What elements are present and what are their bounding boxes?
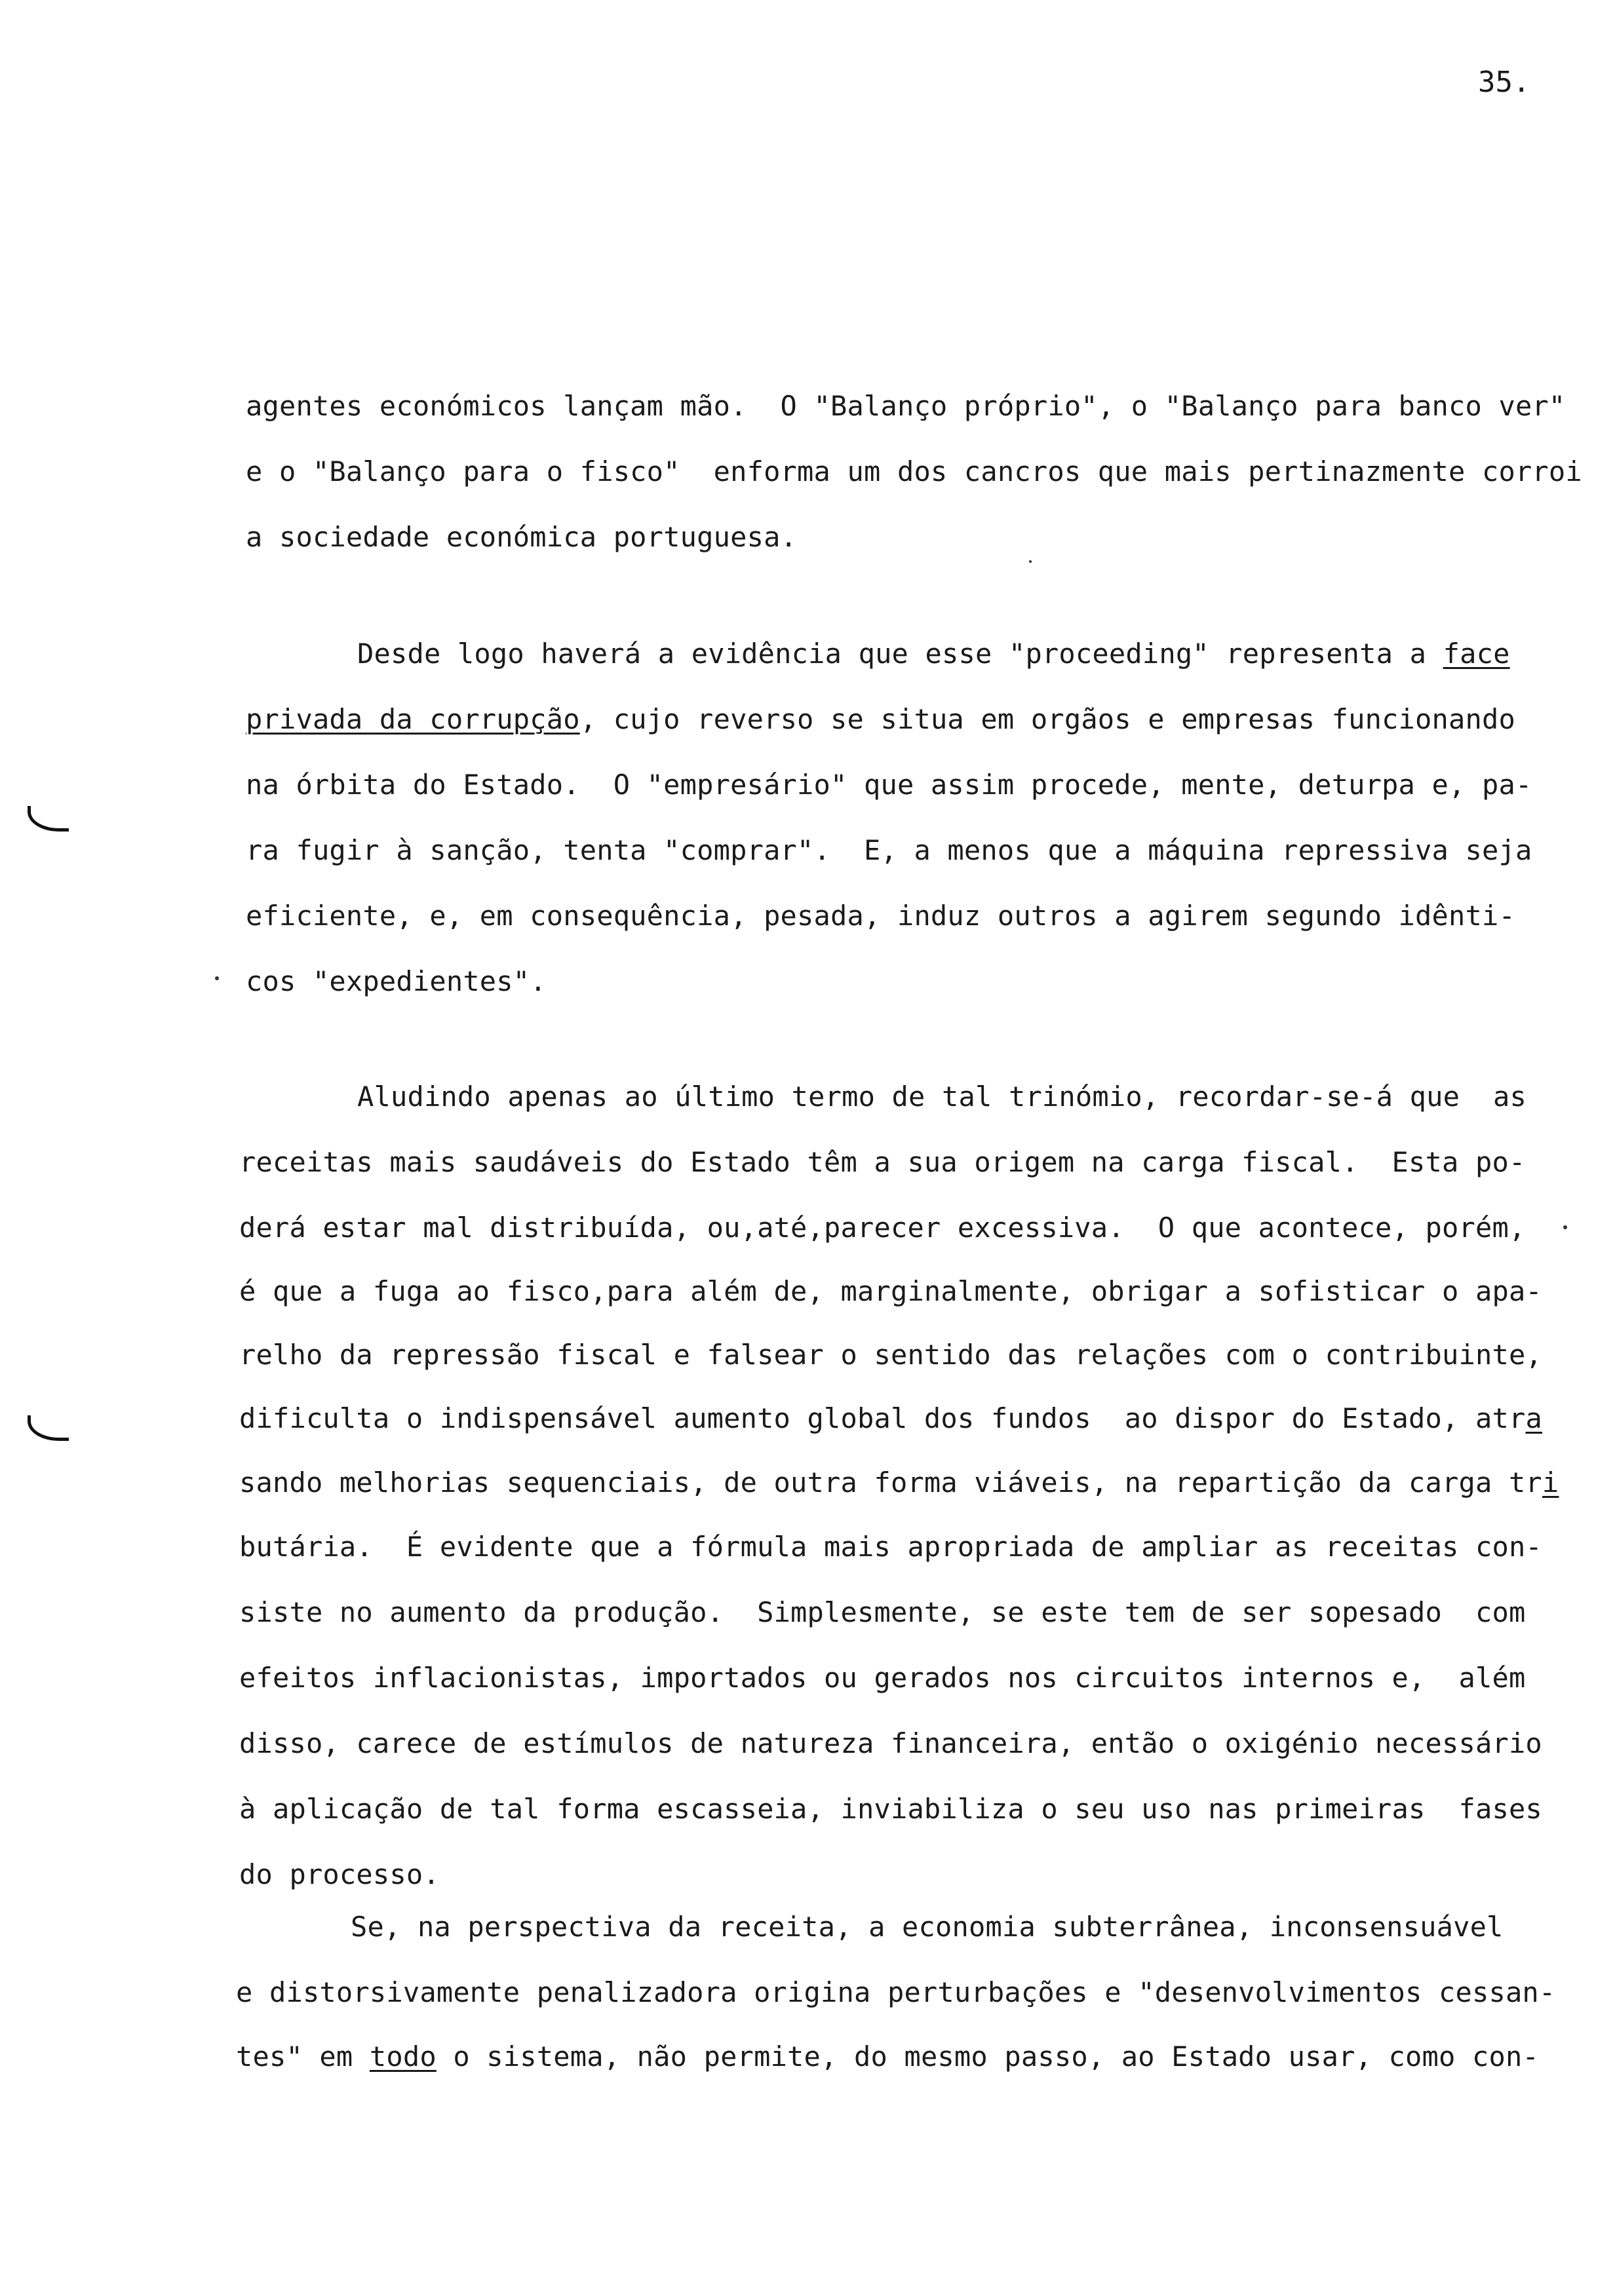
text-line: cos "expedientes". <box>246 965 547 997</box>
scan-speck <box>1029 560 1032 563</box>
underlined-text: a <box>1525 1402 1542 1434</box>
text-line: é que a fuga ao fisco,para além de, marginalmente, obrigar a sofisticar o apa- <box>239 1275 1542 1307</box>
text-line: e o "Balanço para o fisco" enforma um dos cancros que mais pertinazmente corroi <box>246 455 1582 488</box>
text-line: a sociedade económica portuguesa. <box>246 521 798 553</box>
text-line: Se, na perspectiva da receita, a economia subterrânea, inconsensuável <box>351 1911 1504 1943</box>
underlined-text: privada da corrupção <box>246 703 580 735</box>
text-span: , cujo reverso se situa em orgãos e empresas funcionando <box>579 703 1515 735</box>
text-span: Desde logo haverá a evidência que esse "proceeding" representa a <box>357 638 1443 670</box>
text-line: à aplicação de tal forma escasseia, inviabiliza o seu uso nas primeiras fases <box>239 1793 1542 1825</box>
text-line: disso, carece de estímulos de natureza financeira, então o oxigénio necessário <box>239 1727 1542 1759</box>
underlined-text: todo <box>369 2040 437 2073</box>
text-span: tes" em <box>236 2040 370 2073</box>
text-span: o sistema, não permite, do mesmo passo, ao Estado usar, como con- <box>436 2040 1539 2073</box>
text-span: dificulta o indispensável aumento global dos fundos ao dispor do Estado, atr <box>239 1402 1526 1434</box>
text-line: receitas mais saudáveis do Estado têm a sua origem na carga fiscal. Esta po- <box>239 1146 1526 1178</box>
text-line: na órbita do Estado. O "empresário" que assim procede, mente, deturpa e, pa- <box>246 769 1532 801</box>
text-line: e distorsivamente penalizadora origina perturbações e "desenvolvimentos cessan- <box>236 1976 1556 2008</box>
text-line: agentes económicos lançam mão. O "Balanço próprio", o "Balanço para banco ver" <box>246 390 1566 422</box>
underlined-text: i <box>1542 1466 1559 1499</box>
scan-speck <box>1563 1225 1567 1229</box>
text-line: Aludindo apenas ao último termo de tal trinómio, recordar-se-á que as <box>357 1081 1527 1113</box>
text-span: sando melhorias sequenciais, de outra forma viáveis, na repartição da carga tr <box>239 1466 1542 1499</box>
underlined-text: face <box>1443 638 1510 670</box>
text-line: relho da repressão fiscal e falsear o sentido das relações com o contribuinte, <box>239 1339 1542 1371</box>
text-line <box>357 636 1510 672</box>
text-line: efeitos inflacionistas, importados ou gerados nos circuitos internos e, além <box>239 1662 1526 1694</box>
binding-mark <box>28 806 69 832</box>
text-line <box>246 701 1515 738</box>
text-line: derá estar mal distribuída, ou,até,parecer excessiva. O que acontece, porém, <box>239 1212 1526 1244</box>
text-line: butária. É evidente que a fórmula mais apropriada de ampliar as receitas con- <box>239 1531 1542 1563</box>
text-line: eficiente, e, em consequência, pesada, induz outros a agirem segundo idênti- <box>246 900 1515 932</box>
text-line <box>236 2038 1539 2075</box>
text-line: ra fugir à sanção, tenta "comprar". E, a menos que a máquina repressiva seja <box>246 834 1532 866</box>
page-number: 35. <box>1478 66 1530 99</box>
text-line <box>239 1464 1559 1501</box>
text-line <box>239 1400 1542 1437</box>
text-line: siste no aumento da produção. Simplesmente, se este tem de ser sopesado com <box>239 1596 1526 1628</box>
binding-mark <box>28 1415 69 1441</box>
text-line: do processo. <box>239 1858 440 1890</box>
scan-speck <box>215 976 219 980</box>
